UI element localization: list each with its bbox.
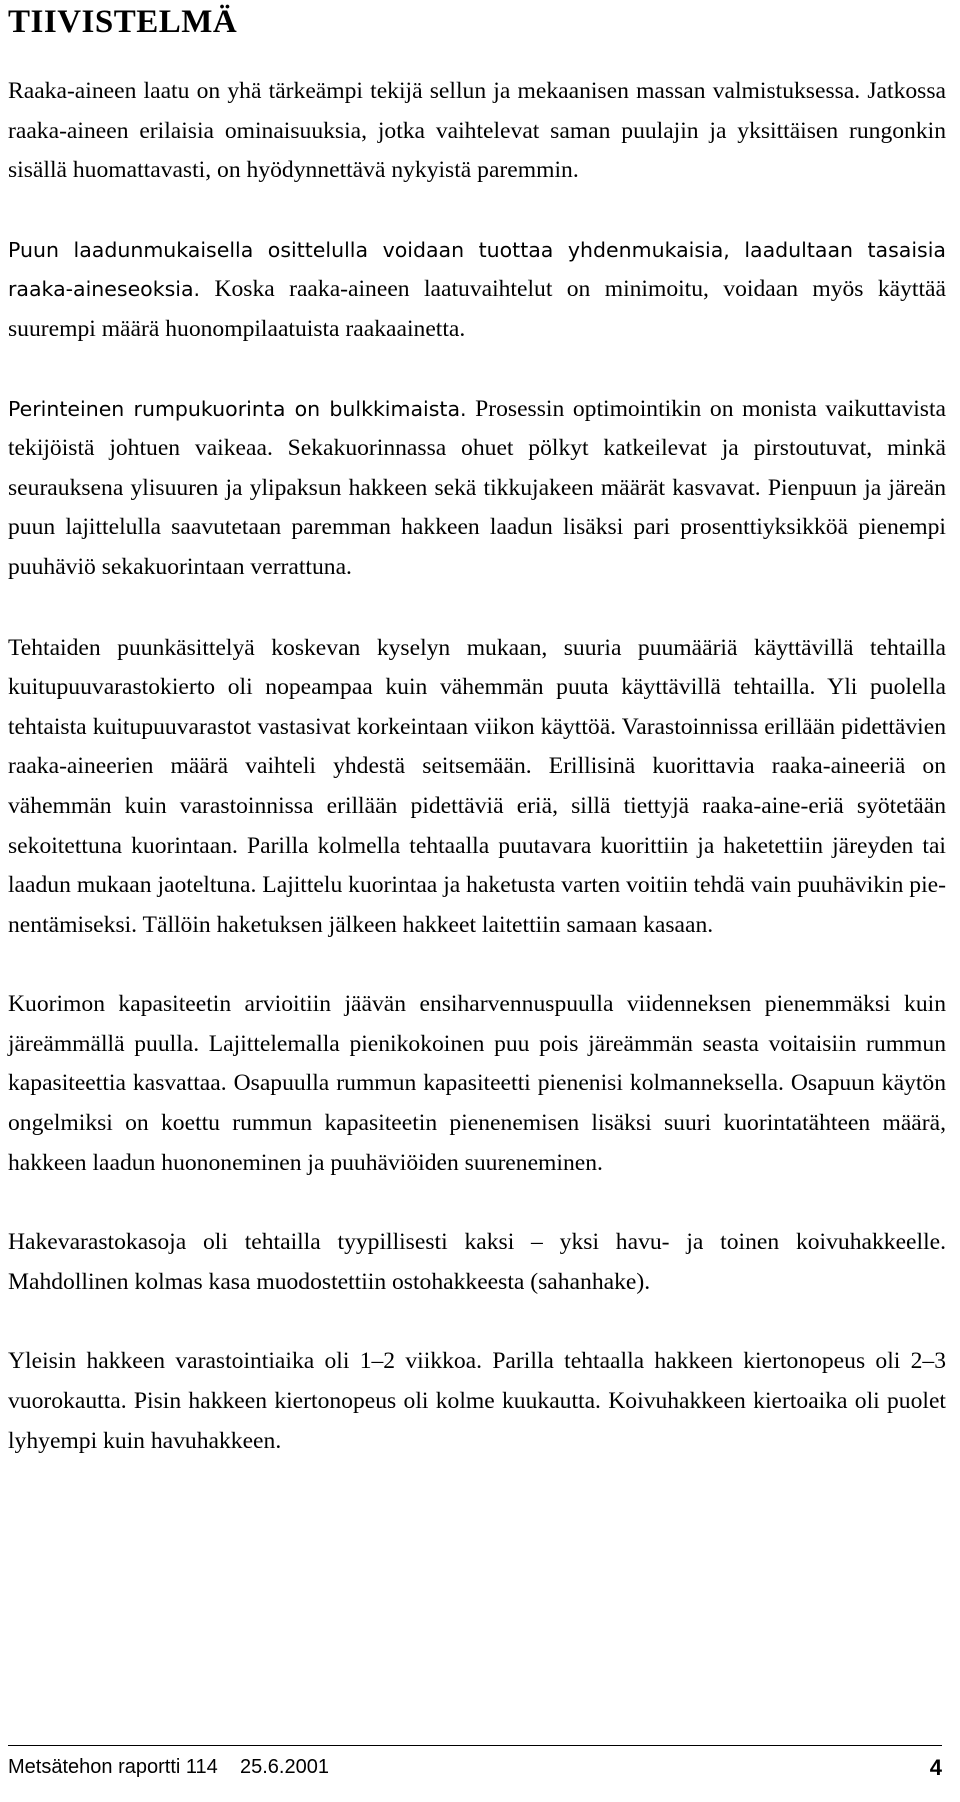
paragraph-mill-survey <box>8 629 946 946</box>
paragraph-lead-sentence: Puun laadunmukaisella osittelulla voidaan tuottaa yhdenmukaisia, laadultaan tasaisia raaka-aineseoksia. <box>8 237 946 302</box>
footer-divider <box>8 1745 942 1746</box>
paragraph-raw-material-quality <box>8 72 946 191</box>
paragraph-text: Yleisin hakkeen varastointiaika oli 1–2 viikkoa. Parilla tehtaalla hakkeen kiertonopeus oli 2–3 vuorokautta. Pisin hakkeen kiertonopeus oli kolme kuukautta. Koivuhakkeen kiertoaika oli puolet lyhyempi kuin havuhakkeen. <box>8 1348 946 1454</box>
page-title: TIIVISTELMÄ <box>8 4 238 40</box>
paragraph-text: Koska raaka-aineen laatuvaihtelut on minimoitu, voidaan myös käyttää suurempi määrä huonompilaatuista raakaainetta. <box>8 276 946 342</box>
paragraph-text: Tehtaiden puunkäsittelyä koskevan kyselyn mukaan, suuria puumääriä käyttävillä tehtailla kuitupuuvarastokierto oli nopeampaa kuin vähemmän puuta käyttävillä tehtailla. Yli puolella tehtaista kuitupuuvarastot vastasivat korkeintaan viikon käyttöä. Varastoinnissa erillään pidettävien raaka-aineerien määrä vaihteli yhdestä seitsemään. Erillisinä kuorittavia raaka-aineeriä on vähemmän kuin varastoinnissa erillään pidettäviä eriä, sillä tiettyjä raaka-aine-eriä syötetään sekoitettuna kuorintaan. Parilla kolmella tehtaalla puutavara kuorittiin ja haketettiin järeyden tai laadun mukaan jaoteltuna. Lajittelu kuorintaa ja haketusta varten voitiin tehdä vain puuhävikin pienentämiseksi. Tällöin haketuksen jälkeen hakkeet laitettiin samaan kasaan. <box>8 634 946 938</box>
paragraph-debarking-capacity <box>8 985 946 1183</box>
paragraph-drum-debarking <box>8 390 946 588</box>
paragraph-text: Hakevarastokasoja oli tehtailla tyypillisesti kaksi – yksi havu- ja toinen koivuhakkeelle. Mahdollinen kolmas kasa muodostettiin ostohakkeesta (sahanhake). <box>8 1229 946 1295</box>
paragraph-lead-sentence: Perinteinen rumpukuorinta on bulkkimaista. <box>8 396 467 421</box>
paragraph-chip-piles <box>8 1223 946 1302</box>
page-footer <box>8 1756 942 1786</box>
paragraph-text: Prosessin optimointikin on monista vaikuttavista tekijöistä johtuen vaikeaa. Sekakuorinnassa ohuet pölkyt katkeilevat ja pirstoutuvat, minkä seurauksena ylisuuren ja ylipaksun hakkeen sekä tikkujakeen määrät kasvavat. Pienpuun ja järeän puun lajittelulla saavutetaan paremman hakkeen laadun lisäksi pari prosenttiyksikköä pienempi puuhäviö sekakuorintaan verrattuna. <box>8 395 946 580</box>
footer-date: 25.6.2001 <box>240 1756 329 1778</box>
paragraph-chip-storage-time <box>8 1342 946 1461</box>
summary-body <box>8 72 946 1461</box>
footer-report-name: Metsätehon raportti 114 <box>8 1756 218 1778</box>
paragraph-quality-sorting <box>8 231 946 350</box>
page-number: 4 <box>929 1755 942 1780</box>
paragraph-text: Kuorimon kapasiteetin arvioitiin jäävän ensiharvennuspuulla viidenneksen pienemmäksi kuin järeämmällä puulla. Lajittelemalla pienikokoinen puu pois järeämmän seasta voitaisiin rummun kapasiteettia kasvattaa. Osapuulla rummun kapasiteetti pienenisi kolmanneksella. Osapuun käytön ongelmiksi on koettu rummun kapasiteetin pienenemisen lisäksi suuri kuorintatähteen määrä, hakkeen laadun huononeminen ja puuhäviöiden suureneminen. <box>8 991 946 1176</box>
paragraph-text: Raaka-aineen laatu on yhä tärkeämpi tekijä sellun ja mekaanisen massan valmistuksessa. Jatkossa raaka-aineen erilaisia ominaisuuksia, jotka vaihtelevat saman puulajin ja yksittäisen rungonkin sisällä huomattavasti, on hyödynnettävä nykyistä paremmin. <box>8 78 946 184</box>
